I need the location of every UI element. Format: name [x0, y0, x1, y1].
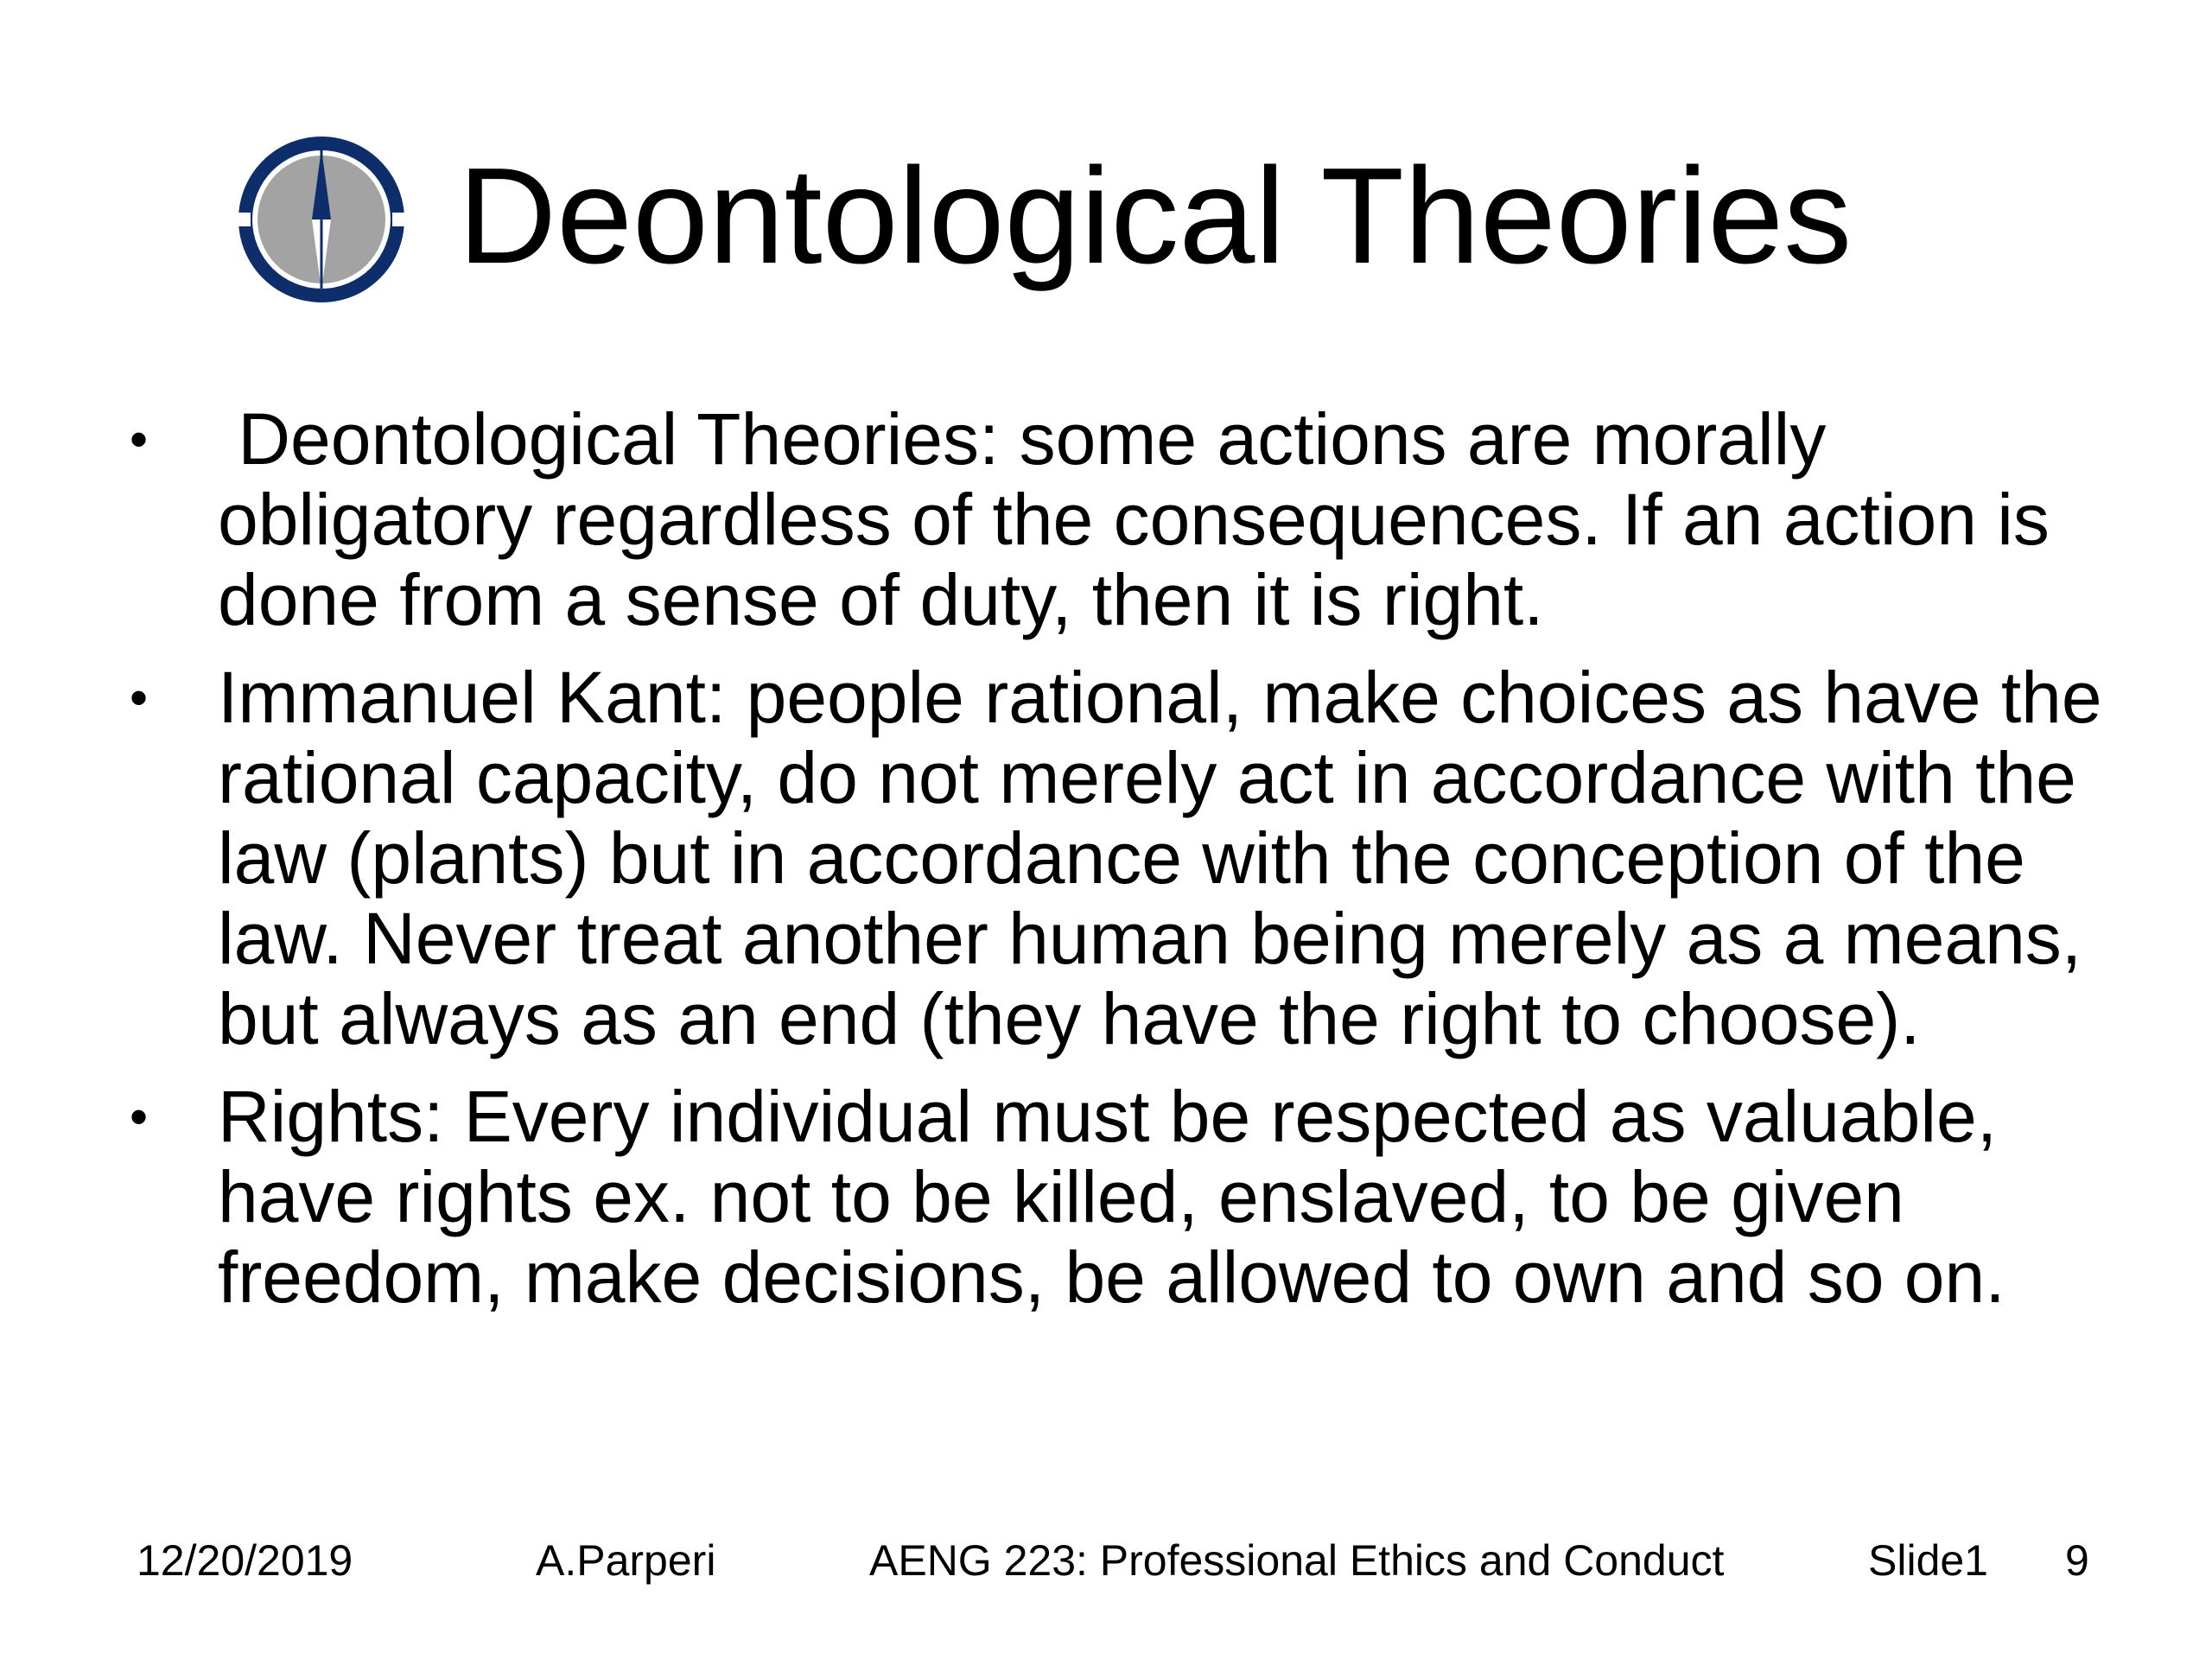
bullet-text: Immanuel Kant: people rational, make choices as have the rational capacity, do not merely act in accordance with the law (plants) but in accordance with the conception of the law. Never treat another human being merely as a means, but always as an end (they have the right to choose). [218, 657, 2102, 1059]
bullet-marker: • [130, 669, 149, 727]
bullet-item [130, 658, 2117, 1059]
bullet-item [130, 1077, 2117, 1318]
bullet-marker: • [130, 410, 149, 468]
bullet-text: Rights: Every individual must be respected as valuable, have rights ex. not to be killed, enslaved, to be given freedom, make decisions, be allowed to own and so on. [218, 1076, 2005, 1318]
footer-date: 12/20/2019 [137, 1536, 353, 1585]
footer-page-number: 9 [2065, 1536, 2089, 1585]
compass-logo-icon [235, 133, 408, 306]
footer-author: A.Parperi [536, 1536, 716, 1585]
footer-course: AENG 223: Professional Ethics and Conduct [869, 1536, 1725, 1585]
footer-slide-label: Slide1 [1868, 1536, 1988, 1585]
bullet-text: Deontological Theories: some actions are morally obligatory regardless of the consequences. If an action is done from a sense of duty, then it is right. [218, 398, 2070, 640]
bullet-list [130, 399, 2117, 1335]
slide-title: Deontological Theories [458, 140, 1853, 292]
compass-logo-svg [235, 133, 408, 306]
bullet-marker: • [130, 1088, 149, 1146]
bullet-item [130, 399, 2117, 640]
